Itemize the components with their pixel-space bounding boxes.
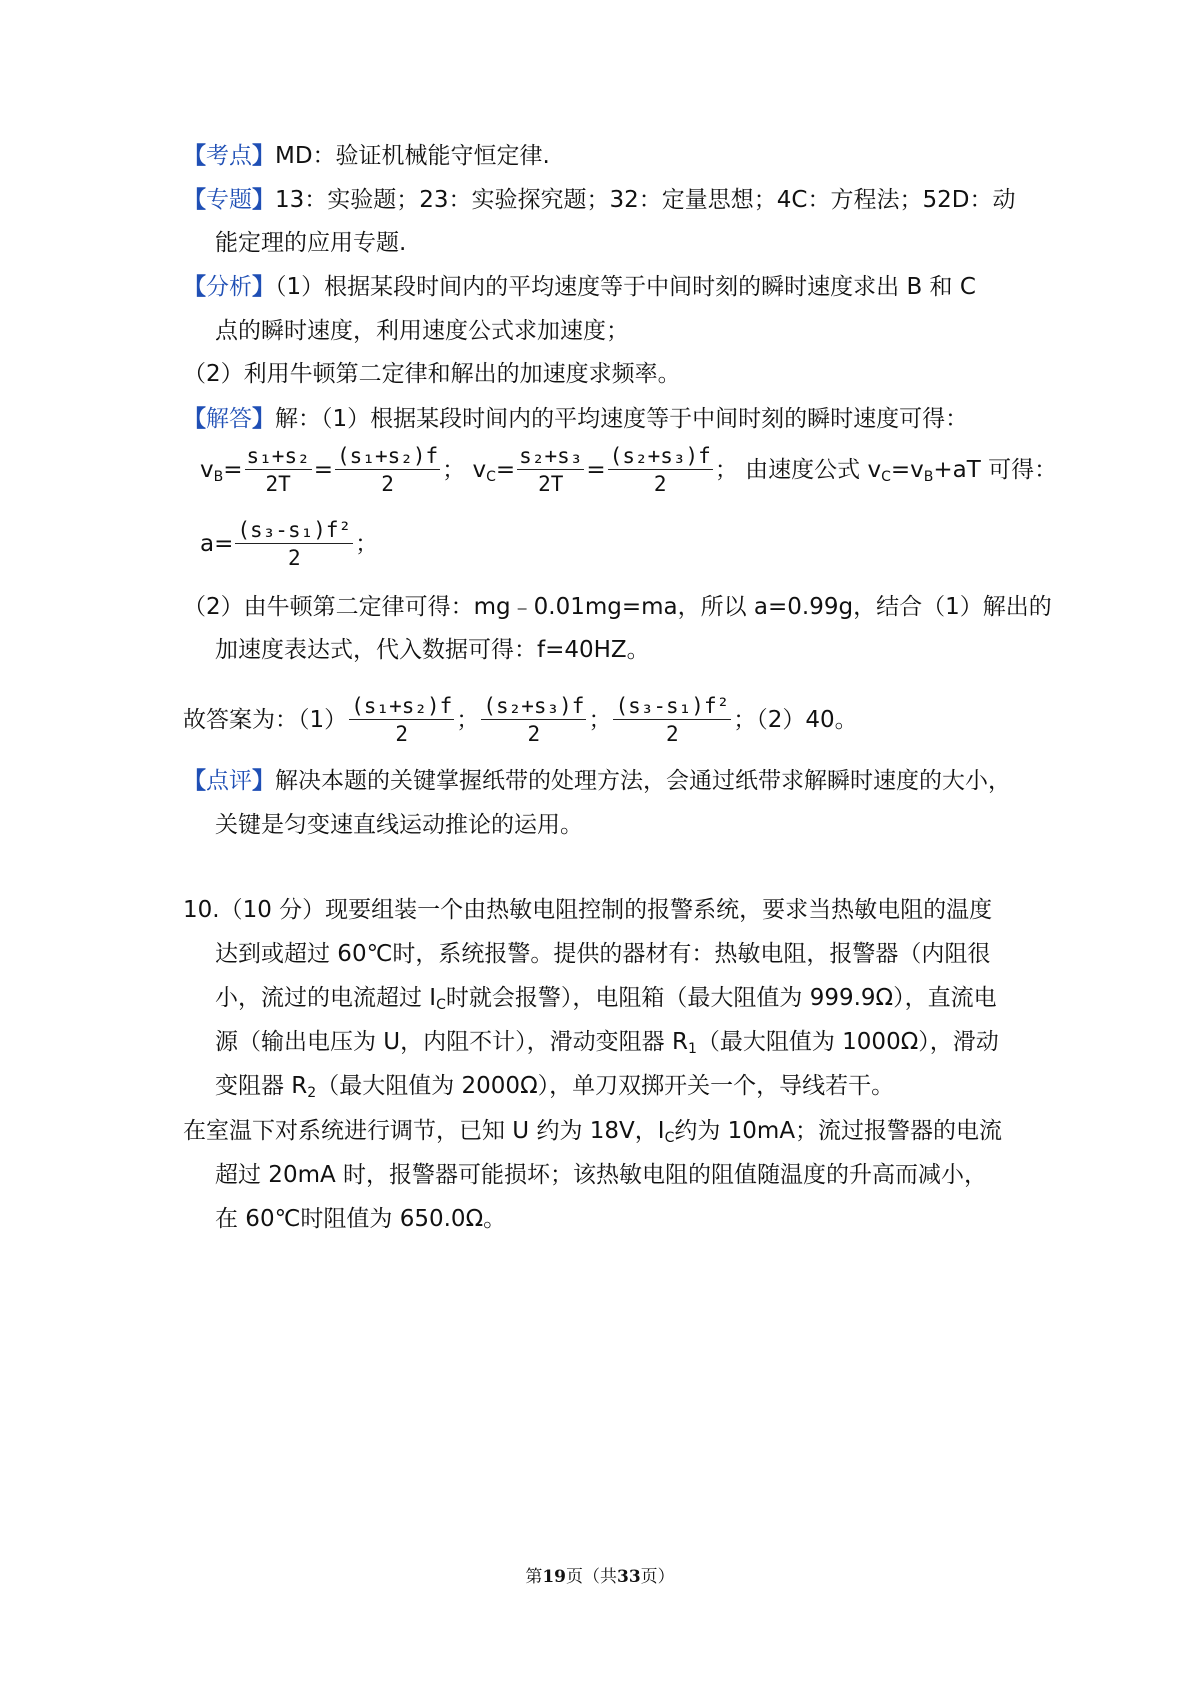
answer-line: 故答案为：（1） $\frac{\text{(s₁+s₂)f}}{2}$ ； $\frac{\text{(s₂+s₃)f}}{2}$ ； $\frac{\text{(s₃-s₁)f²}}{2}$ ；（2）40。	[183, 694, 858, 746]
zhuanti-tag: 【专题】	[183, 187, 275, 213]
q10-line-8: 在 60℃时阻值为 650.0Ω。	[215, 1206, 507, 1232]
answer-frac-2: $\frac{\text{(s₂+s₃)f}}{2}$	[483, 694, 585, 746]
answer-frac-3: $\frac{\text{(s₃-s₁)f²}}{2}$	[615, 694, 730, 746]
answer-suffix: （2）40。	[756, 707, 858, 733]
speed-formula-text: 由速度公式 $v_C=v_B+aT$ 可得：	[745, 457, 1058, 485]
page-number: 19	[542, 1567, 566, 1587]
jieda-part2-line-2: 加速度表达式，代入数据可得：f=40HZ。	[215, 637, 650, 663]
dianping-text-1: 解决本题的关键掌握纸带的处理方法，会通过纸带求解瞬时速度的大小，	[275, 768, 1011, 794]
dianping-tag: 【点评】	[183, 768, 275, 794]
eq3-frac: $\frac{\text{(s₃-s₁)f²}}{2}$	[237, 518, 352, 570]
fenxi-line-3: （2）利用牛顿第二定律和解出的加速度求频率。	[183, 361, 681, 387]
jieda-tag: 【解答】	[183, 406, 275, 432]
q10-line-6: 在室温下对系统进行调节，已知 U 约为 18V，$I_C$约为 10mA；流过报警器的电流	[183, 1118, 1003, 1146]
eq1-frac-a: $\frac{\text{s₁+s₂}}{2T}$	[246, 444, 310, 496]
q10-line-5: 变阻器 $R_2$（最大阻值为 2000Ω），单刀双掷开关一个，导线若干。	[215, 1073, 895, 1101]
jieda-equation-line: $v_B=$ $\frac{\text{s₁+s₂}}{2T}$ = $\frac{\text{(s₁+s₂)f}}{2}$ ； $v_C=$ $\frac{\text{s₂+s₃}}{2T}$ = $\frac{\text{(s₂+s₃)f}}{2}$ ； 由速度公式 $v_C=v_B+aT$ 可得：	[200, 444, 1058, 496]
q10-line-1: 10.（10 分）现要组装一个由热敏电阻控制的报警系统，要求当热敏电阻的温度	[183, 897, 993, 923]
vb-label: $v_B$	[200, 457, 224, 485]
zhuanti-line-2: 能定理的应用专题.	[215, 230, 407, 256]
q10-line-2: 达到或超过 60℃时，系统报警。提供的器材有：热敏电阻，报警器（内阻很	[215, 941, 991, 967]
zhuanti-text-1: 13：实验题；23：实验探究题；32：定量思想；4C：方程法；52D：动	[275, 187, 1016, 213]
eq2-frac-a: $\frac{\text{s₂+s₃}}{2T}$	[519, 444, 583, 496]
kaodian-tag: 【考点】	[183, 143, 275, 169]
answer-prefix: 故答案为：（1）	[183, 707, 348, 733]
page-total: 33	[617, 1567, 641, 1587]
jieda-text-1: 解：（1）根据某段时间内的平均速度等于中间时刻的瞬时速度可得：	[275, 406, 969, 432]
fenxi-text-1: （1）根据某段时间内的平均速度等于中间时刻的瞬时速度求出 B 和 C	[275, 274, 976, 300]
zhuanti-line-1	[183, 183, 1033, 217]
dianping-line-1	[183, 764, 1033, 798]
dianping-line-2: 关键是匀变速直线运动推论的运用。	[215, 812, 583, 838]
q10-line-4: 源（输出电压为 U，内阻不计），滑动变阻器 $R_1$（最大阻值为 1000Ω），滑动	[215, 1029, 999, 1057]
q10-line-3: 小，流过的电流超过 $I_C$时就会报警），电阻箱（最大阻值为 999.9Ω），直流电	[215, 985, 997, 1013]
eq2-frac-b: $\frac{\text{(s₂+s₃)f}}{2}$	[609, 444, 711, 496]
kaodian-line	[183, 139, 1033, 173]
a-label: a=	[200, 531, 234, 557]
jieda-part2-line-1: （2）由牛顿第二定律可得：mg﹣0.01mg=ma，所以 a=0.99g，结合（1）解出的	[183, 594, 1052, 620]
fenxi-line-2: 点的瞬时速度，利用速度公式求加速度；	[215, 318, 629, 344]
jieda-line-1	[183, 402, 1033, 436]
vc-label: $v_C$	[472, 457, 496, 485]
page-footer: 第19页（共33页）	[525, 1567, 675, 1587]
fenxi-line-1	[183, 270, 1033, 304]
kaodian-text: MD：验证机械能守恒定律.	[275, 143, 550, 169]
q10-line-7: 超过 20mA 时，报警器可能损坏；该热敏电阻的阻值随温度的升高而减小，	[215, 1162, 988, 1188]
answer-frac-1: $\frac{\text{(s₁+s₂)f}}{2}$	[351, 694, 453, 746]
acceleration-equation-line: a= $\frac{\text{(s₃-s₁)f²}}{2}$ ；	[200, 518, 379, 570]
fenxi-tag: 【分析】	[183, 274, 275, 300]
eq1-frac-b: $\frac{\text{(s₁+s₂)f}}{2}$	[337, 444, 439, 496]
